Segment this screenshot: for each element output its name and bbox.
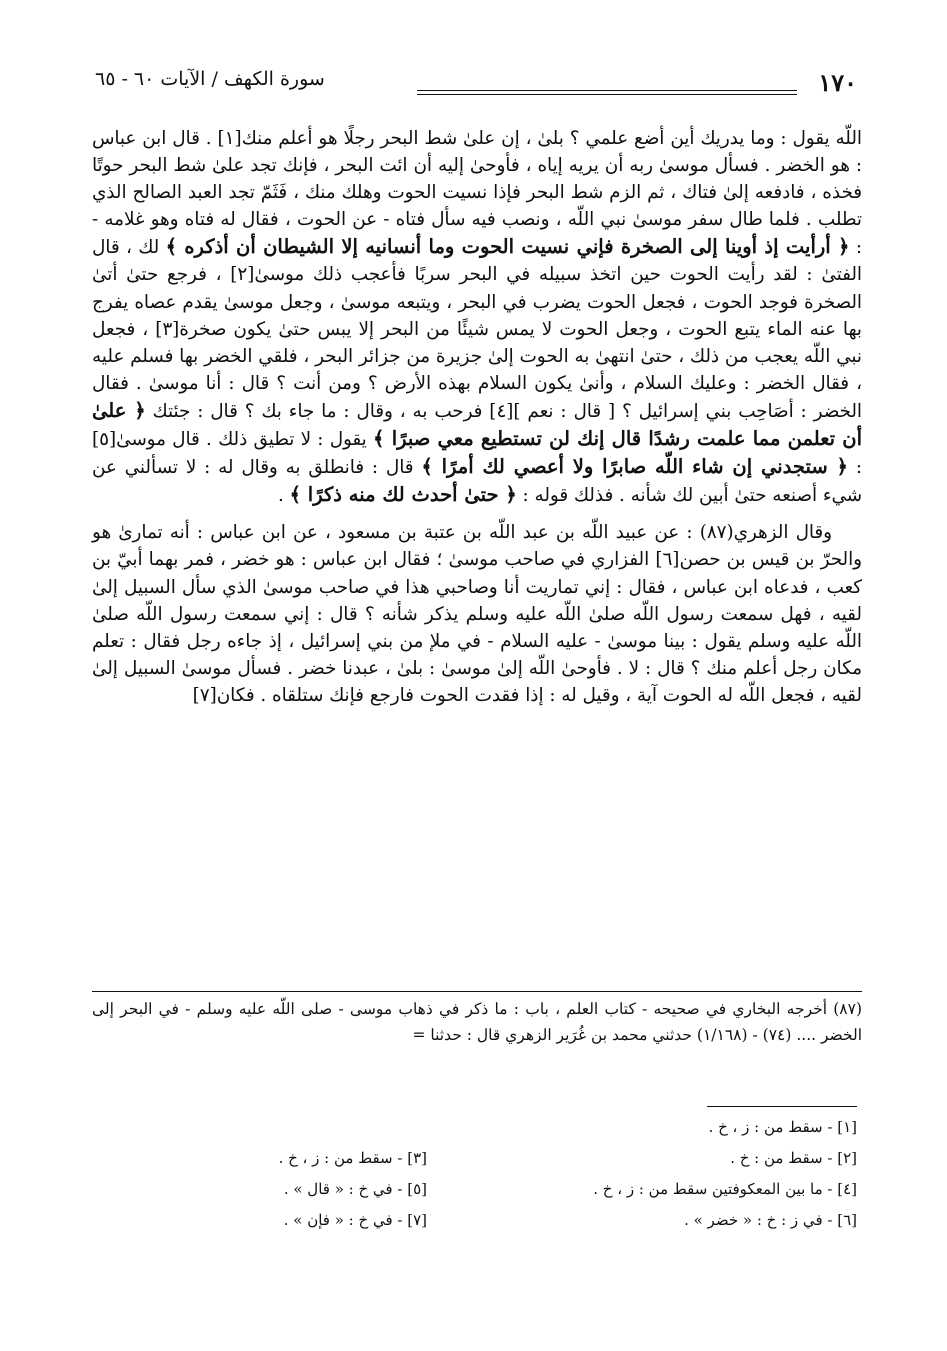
text-segment: يقول : لا تطيق ذلك . قال موسىٰ (116, 429, 374, 451)
text-segment: [٣] (155, 318, 180, 340)
quran-quote: ﴿ أرأيت إذ أوينا إلى الصخرة فإني نسيت الحوت وما أنسانيه إلا الشيطان أن أذكره ﴾ (165, 235, 850, 259)
text-segment: . قال ابن عباس : هو الخضر . فسأل موسىٰ ربه أن يريه إياه ، فأوحىٰ إليه أن ائت البحر ، فإنك تجد علىٰ شط البحر حوتًا فخذه ، فادفعه إلىٰ فتاك ، ثم الزم شط البحر فإذا نسيت الحوت وهلك منك ، فَثَمّ تجد العبد الصالح الذي تطلب . فلما طال سفر موسىٰ نبي اللّه ، ونصب فيه سأل فتاه - عن الحوت ، فقال له فتاه وهو غلامه - : (92, 128, 862, 259)
quran-quote: ﴿ علىٰ أن تعلمن مما علمت رشدًا قال إنك لن تستطيع معي صبرًا ﴾ (92, 398, 863, 451)
main-text (92, 125, 862, 709)
variant-row (92, 1118, 857, 1149)
text-segment: [٢] (230, 264, 255, 286)
text-segment: فرحب به ، وقال : ما جاء بك ؟ قال : جئتك (145, 400, 490, 422)
variant-note: [٦] - في ز : خ : « خضر » . (684, 1211, 857, 1229)
variant-note: [٧] - في خ : « فإن » . (283, 1211, 427, 1229)
variants-separator (707, 1106, 857, 1107)
footnote-separator (92, 991, 862, 992)
variant-row (92, 1211, 857, 1242)
text-segment: : (847, 457, 862, 479)
variant-note: [٥] - في خ : « قال » . (283, 1180, 427, 1198)
text-segment: ، فجعل نبي اللّه يعجب من ذلك ، حتىٰ انتهىٰ به الحوت إلىٰ جزيرة من جزائر البحر ، فلقي الخضر بها فسلم عليه ، فقال الخضر : وعليك السلام ، وأنىٰ يكون السلام بهذه الأرض ؟ ومن أنت ؟ قال : أنا موسىٰ . فقال الخضر : أصَاحِب بني إسرائيل ؟ [ قال : نعم ] (92, 318, 863, 422)
paragraph-2 (92, 519, 862, 709)
manuscript-variants (92, 1118, 857, 1242)
quran-quote: ﴿ ستجدني إن شاء اللّه صابرًا ولا أعصي لك أمرًا ﴾ (421, 455, 848, 479)
paragraph-1 (92, 125, 862, 509)
text-segment: [٦] (655, 549, 680, 571)
header-rule (417, 90, 797, 91)
page-number: ١٧٠ (818, 68, 857, 97)
text-segment: (٨٧) (699, 522, 734, 544)
variant-note: [٤] - ما بين المعكوفتين سقط من : ز ، خ . (593, 1180, 857, 1198)
hadith-footnote (92, 996, 862, 1048)
text-segment: [٥] (92, 429, 117, 451)
text-segment: [٧] (192, 684, 217, 706)
text-segment: الفزاري في صاحب موسىٰ ؛ فقال ابن عباس : هو خضر ، فمر بهما أبيّ بن كعب ، فدعاه ابن عباس ، فقال : إني تماريت أنا وصاحبي هذا في صاحب موسىٰ الذي سأل السبيل إلىٰ لقيه ، فهل سمعت رسول اللّه صلىٰ اللّه عليه وسلم يذكر شأنه ؟ قال : إني سمعت رسول اللّه صلىٰ اللّه عليه وسلم يقول : بينا موسىٰ - عليه السلام - في ملإ من بني إسرائيل ، إذ جاءه رجل فقال : تعلم مكان رجل أعلم منك ؟ قال : لا . فأوحىٰ اللّه إلىٰ موسىٰ : بلىٰ ، عبدنا خضر . فسأل موسىٰ السبيل إلىٰ لقيه ، فجعل اللّه له الحوت آية ، وقيل له : إذا فقدت الحوت فارجع فإنك ستلقاه . فكان (92, 549, 862, 706)
text-segment: [٤] (489, 400, 514, 422)
running-title: سورة الكهف / الآيات ٦٠ - ٦٥ (95, 68, 325, 90)
page-header (95, 60, 857, 100)
header-rule-thin (417, 94, 797, 95)
variant-row (92, 1180, 857, 1211)
text-segment: لك ، قال الفتىٰ : لقد رأيت الحوت حين اتخذ سبيله في البحر سربًا فأعجب ذلك موسىٰ (92, 237, 862, 286)
quran-quote: ﴿ حتىٰ أحدث لك منه ذكرًا ﴾ (289, 483, 517, 507)
text-segment: اللّه يقول : وما يدريك أين أضع علمي ؟ بلىٰ ، إن علىٰ شط البحر رجلًا هو أعلم منك (241, 128, 862, 149)
text-segment: . (277, 485, 290, 507)
footnote-87: (٨٧) أخرجه البخاري في صحيحه - كتاب العلم ، باب : ما ذكر في ذهاب موسى - صلى اللّه عليه وسلم - في البحر إلى الخضر .... (٧٤) - (١/١٦٨) حدثني محمد بن غُرَير الزهري قال : حدثنا = (92, 1000, 862, 1044)
text-segment: وقال الزهري (733, 522, 832, 544)
text-segment: [١] (217, 128, 242, 149)
text-segment: قال : فانطلق به وقال له : لا تسألني عن شيء أصنعه حتىٰ أبين لك شأنه . فذلك قوله : (92, 457, 862, 507)
text-segment: : عن عبيد اللّه بن عبد اللّه بن عتبة بن مسعود ، عن ابن عباس : أنه تمارىٰ هو والحرّ بن قيس بن حصن (92, 522, 862, 571)
text-segment: ، فرجع حتىٰ أتىٰ الصخرة فوجد الحوت ، فجعل الحوت يضرب في البحر ، ويتبعه موسىٰ ، وجعل موسىٰ يقدم عصاه يفرج بها عنه الماء يتبع الحوت ، وجعل الحوت لا يمس شيئًا من البحر إلا يبس حتىٰ يكون صخرة (92, 264, 862, 340)
variant-note: [٢] - سقط من : خ . (730, 1149, 857, 1167)
variant-note: [١] - سقط من : ز ، خ . (708, 1118, 857, 1136)
variant-note: [٣] - سقط من : ز ، خ . (278, 1149, 427, 1167)
variant-row (92, 1149, 857, 1180)
